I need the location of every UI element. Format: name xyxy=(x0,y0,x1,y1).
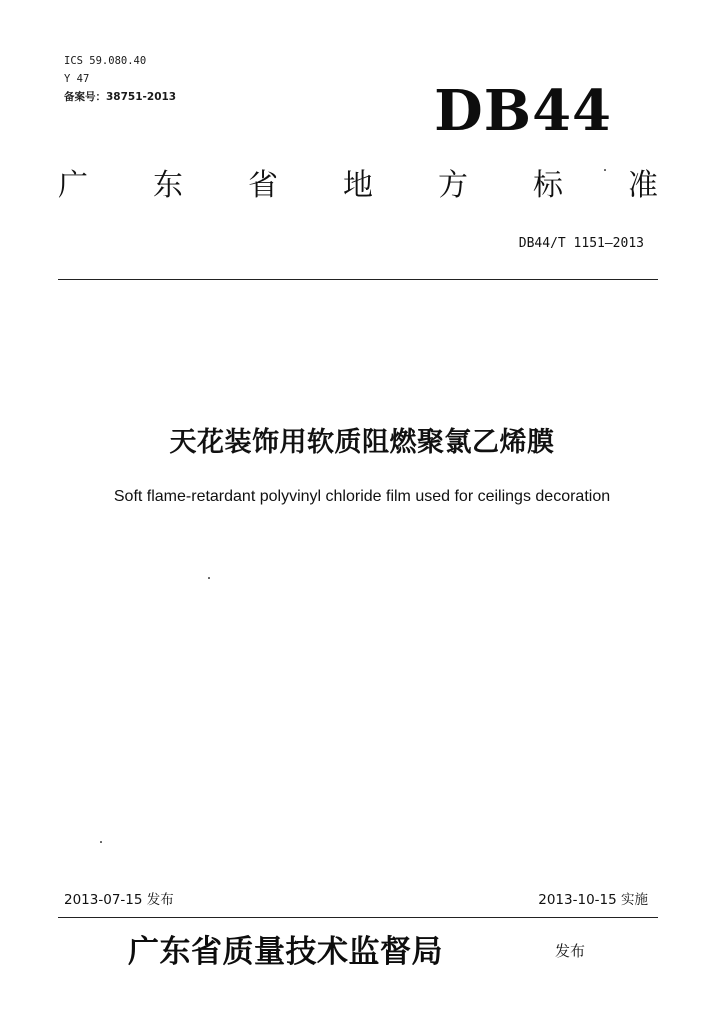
title-english: Soft flame-retardant polyvinyl chloride film used for ceilings decoration xyxy=(113,488,611,505)
standard-type-char: 东 xyxy=(153,168,183,203)
scan-speck xyxy=(100,841,102,843)
standard-number: DB44/T 1151—2013 xyxy=(518,236,644,251)
issuing-authority: 广东省质量技术监督局 xyxy=(128,934,443,970)
standard-type-char: 地 xyxy=(343,168,373,203)
ics-code: ICS 59.080.40 xyxy=(64,55,147,67)
issue-label: 发布 xyxy=(555,942,586,960)
standard-type-char: 广 xyxy=(58,168,88,203)
scan-speck xyxy=(604,169,606,171)
standard-type-char: 准 xyxy=(628,168,658,203)
classification-code: Y 47 xyxy=(64,73,90,85)
standard-code: DB44 xyxy=(434,78,612,144)
top-divider xyxy=(58,279,658,280)
standard-type-char: 方 xyxy=(438,168,468,203)
implementation-date: 2013-10-15 实施 xyxy=(538,892,648,908)
issue-date: 2013-07-15 发布 xyxy=(64,892,174,908)
title-chinese: 天花装饰用软质阻燃聚氯乙烯膜 xyxy=(169,427,555,458)
scan-speck xyxy=(208,577,210,579)
bottom-divider xyxy=(58,917,658,918)
standard-type-heading xyxy=(58,160,658,204)
standard-type-char: 省 xyxy=(248,168,278,203)
record-number: 备案号：38751-2013 xyxy=(64,91,177,103)
standard-type-char: 标 xyxy=(533,168,563,203)
classification-block xyxy=(64,52,176,106)
